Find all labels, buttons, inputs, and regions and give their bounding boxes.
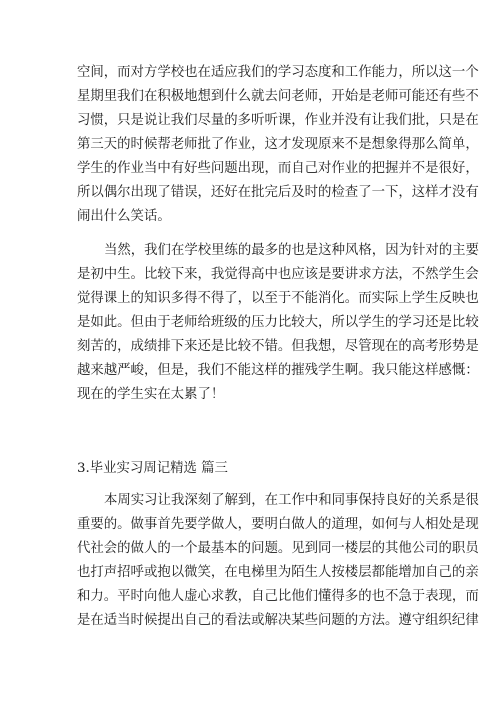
paragraph-1-line-3: 习惯，只是说让我们尽量的多听听课，作业并没有让我们批，只是在 xyxy=(77,113,479,128)
paragraph-1-line-5: 学生的作业当中有好些问题出现，而自己对作业的把握并不是很好， xyxy=(77,161,479,176)
paragraph-3-line-2: 重要的。做事首先要学做人，要明白做人的道理，如何与人相处是现 xyxy=(77,517,479,532)
paragraph-3-line-6: 是在适当时候提出自己的看法或解决某些问题的方法。遵守组织纪律 xyxy=(77,613,479,628)
paragraph-2-line-6: 越来越严峻，但是，我们不能这样的摧残学生啊。我只能这样感慨： xyxy=(77,363,479,378)
paragraph-2-line-2: 是初中生。比较下来，我觉得高中也应该是要讲求方法，不然学生会 xyxy=(77,267,479,282)
paragraph-3-line-3: 代社会的做人的一个最基本的问题。见到同一楼层的其他公司的职员 xyxy=(77,541,479,556)
paragraph-3-line-1: 本周实习让我深刻了解到，在工作中和同事保持良好的关系是很 xyxy=(104,493,479,508)
paragraph-1-line-1: 空间，而对方学校也在适应我们的学习态度和工作能力，所以这一个 xyxy=(77,65,479,80)
paragraph-2-line-7: 现在的学生实在太累了！ xyxy=(77,387,225,402)
paragraph-1-line-6: 所以偶尔出现了错误，还好在批完后及时的检查了一下，这样才没有 xyxy=(77,185,479,200)
paragraph-1-line-2: 星期里我们在积极地想到什么就去问老师，开始是老师可能还有些不 xyxy=(77,89,479,104)
paragraph-2-line-3: 觉得课上的知识多得不得了，以至于不能消化。而实际上学生反映也 xyxy=(77,291,479,306)
section-heading: 3.毕业实习周记精选 篇三 xyxy=(77,461,228,476)
paragraph-2-line-5: 刻苦的，成绩排下来还是比较不错。但我想，尽管现在的高考形势是 xyxy=(77,339,479,354)
paragraph-3-line-5: 和力。平时向他人虚心求教，自己比他们懂得多的也不急于表现，而 xyxy=(77,589,479,604)
paragraph-1-line-7: 闹出什么笑话。 xyxy=(77,209,171,224)
paragraph-2-line-4: 是如此。但由于老师给班级的压力比较大，所以学生的学习还是比较 xyxy=(77,315,479,330)
paragraph-3-line-4: 也打声招呼或抱以微笑，在电梯里为陌生人按楼层都能增加自己的亲 xyxy=(77,565,479,580)
paragraph-2-line-1: 当然，我们在学校里练的最多的也是这种风格，因为针对的主要 xyxy=(104,243,479,258)
paragraph-1-line-4: 第三天的时候帮老师批了作业，这才发现原来不是想象得那么简单， xyxy=(77,137,479,152)
